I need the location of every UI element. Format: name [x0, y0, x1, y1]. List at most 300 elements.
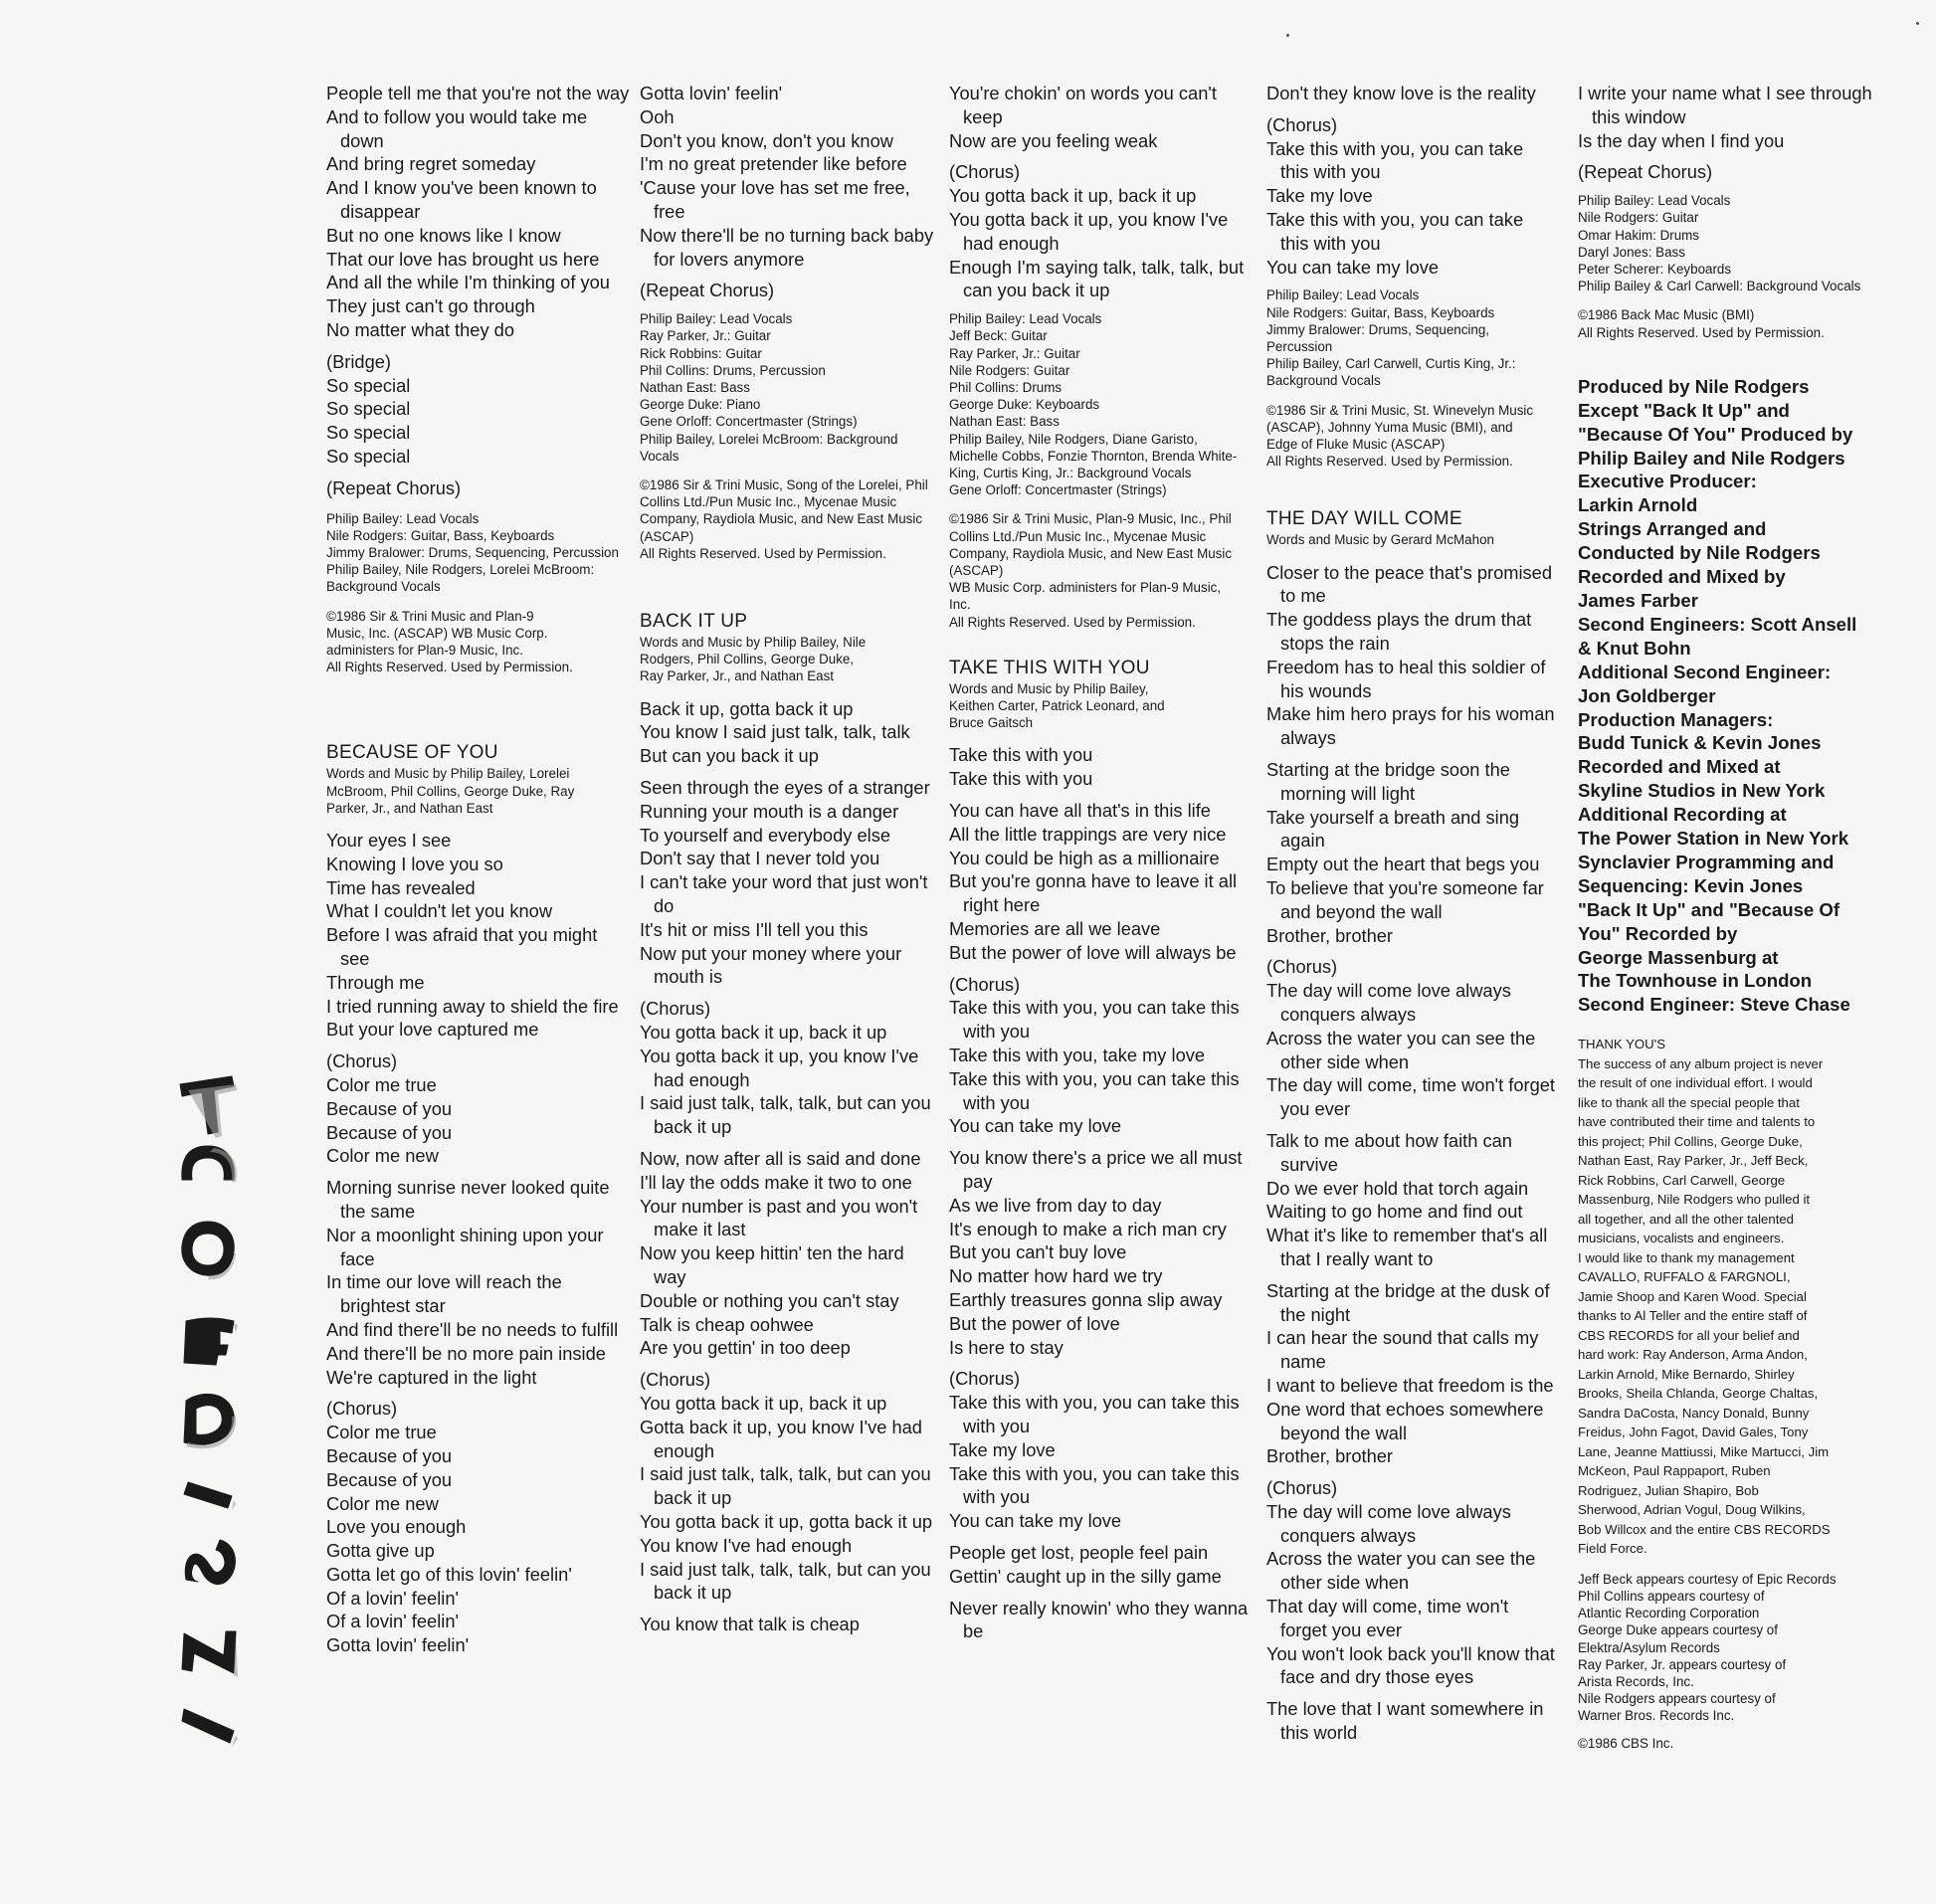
text-line: It's enough to make a rich man cry: [949, 1218, 1227, 1239]
text-line: Memories are all we leave: [949, 918, 1161, 940]
text-line: Daryl Jones: Bass: [1578, 244, 1685, 260]
text-line: Your number is past and you won't make it last: [640, 1195, 918, 1240]
bridge-label: [326, 350, 630, 374]
text-line: But your love captured me: [326, 1019, 539, 1041]
column-3: [949, 82, 1250, 1651]
repeat-chorus: (Repeat Chorus): [640, 280, 775, 301]
text-line: It's hit or miss I'll tell you this: [640, 918, 869, 940]
text-line: Now, now after all is said and done: [640, 1147, 921, 1169]
dust-speck: [1916, 22, 1919, 25]
text-line: Gettin' caught up in the silly game: [949, 1565, 1222, 1587]
repeat-chorus: (Repeat Chorus): [326, 476, 462, 498]
text-line: You gotta back it up, back it up: [640, 1021, 887, 1043]
lyric-stanza: [1266, 1697, 1555, 1745]
text-line: Jeff Beck: Guitar: [949, 328, 1048, 344]
text-line: Gotta back it up, you know I've had enough: [640, 1416, 922, 1461]
text-line: All Rights Reserved. Used by Permission.: [1266, 454, 1513, 470]
text-line: Recorded and Mixed at: [1578, 756, 1781, 778]
text-line: (Chorus): [949, 1368, 1021, 1390]
text-line: ©1986 Sir & Trini Music, St. Winevelyn Music (ASCAP), Johnny Yuma Music (BMI), and Edge of Fluke Music (ASCAP): [1266, 402, 1534, 452]
text-line: Philip Bailey: Lead Vocals: [949, 311, 1102, 327]
lyric-stanza: [1266, 1279, 1555, 1468]
text-line: Don't they know love is the reality: [1266, 83, 1536, 103]
lyric-stanza: [949, 1541, 1250, 1589]
text-line: Before I was afraid that you might see: [326, 924, 598, 969]
text-line: Take this with you: [949, 768, 1093, 790]
text-line: Elektra/Asylum Records: [1578, 1639, 1720, 1655]
text-line: Empty out the heart that begs you: [1266, 854, 1540, 875]
text-line: All Rights Reserved. Used by Permission.: [326, 660, 573, 675]
lyric-stanza: [1266, 1129, 1555, 1271]
lyric-stanza: [1266, 955, 1555, 1121]
column-5: [1578, 82, 1876, 1764]
credits-list: [640, 310, 898, 465]
text-line: All Rights Reserved. Used by Permission.: [1578, 324, 1825, 340]
copyright-notice: [326, 608, 575, 676]
text-line: So special: [326, 398, 411, 420]
text-line: The day will come love always conquers always: [1266, 980, 1511, 1025]
text-line: Because of you: [326, 1444, 453, 1466]
text-line: Production Managers:: [1578, 708, 1774, 730]
text-line: Except "Back It Up" and: [1578, 399, 1790, 421]
lyric-stanza: [1266, 82, 1555, 105]
text-line: Is the day when I find you: [1578, 129, 1785, 151]
text-line: Field Force.: [1578, 1541, 1647, 1557]
text-line: Nile Rodgers appears courtesy of: [1578, 1691, 1776, 1707]
text-line: Philip Bailey: Lead Vocals: [640, 311, 793, 327]
text-line: & Knut Bohn: [1578, 637, 1691, 659]
text-line: I'm no great pretender like before: [640, 153, 907, 175]
lyric-stanza: [1266, 561, 1555, 750]
text-line: Strings Arranged and: [1578, 518, 1767, 540]
text-line: The goddess plays the drum that stops the rain: [1266, 609, 1532, 654]
text-line: All Rights Reserved. Used by Permission.: [640, 545, 886, 561]
text-line: But can you back it up: [640, 745, 819, 767]
text-line: Nile Rodgers: Guitar, Bass, Keyboards: [1266, 304, 1495, 320]
text-line: Jeff Beck appears courtesy of Epic Records: [1578, 1571, 1837, 1587]
text-line: To believe that you're someone far and beyond the wall: [1266, 876, 1544, 922]
text-line: Additional Recording at: [1578, 804, 1787, 826]
lyric-stanza: [949, 82, 1250, 152]
text-line: Take this with you, take my love: [949, 1045, 1206, 1065]
text-line: Additional Second Engineer:: [1578, 661, 1832, 682]
text-line: (Chorus): [949, 973, 1021, 995]
text-line: musicians, vocalists and engineers.: [1578, 1231, 1785, 1246]
credits-list: [1578, 192, 1866, 294]
text-line: Nor a moonlight shining upon your face: [326, 1224, 604, 1269]
text-line: Philip Bailey and Nile Rodgers: [1578, 447, 1845, 469]
text-line: Jon Goldberger: [1578, 684, 1716, 706]
text-line: You gotta back it up, you know I've had enough: [640, 1045, 919, 1090]
text-line: Ray Parker, Jr.: Guitar: [640, 328, 771, 344]
courtesy-notes: [1578, 1571, 1876, 1725]
text-line: Gotta lovin' feelin': [326, 1634, 470, 1656]
song-writers: Words and Music by Philip Bailey, Keithen Carter, Patrick Leonard, and Bruce Gaitsch: [949, 680, 1165, 731]
text-line: Jamie Shoop and Karen Wood. Special: [1578, 1288, 1807, 1304]
text-line: We're captured in the light: [326, 1366, 537, 1388]
lyric-stanza: [326, 1049, 630, 1168]
stanza-label: (Bridge): [326, 350, 392, 372]
lyric-stanza: [949, 973, 1250, 1139]
text-line: Phil Collins appears courtesy of: [1578, 1588, 1765, 1604]
text-line: That day will come, time won't forget you ever: [1266, 1596, 1509, 1640]
copyright-notice: [1578, 306, 1866, 340]
text-line: Take this with you, you can take this with you: [1266, 137, 1524, 183]
text-line: Omar Hakim: Drums: [1578, 227, 1700, 243]
text-line: And find there'll be no needs to fulfill: [326, 1318, 619, 1340]
text-line: The Power Station in New York: [1578, 828, 1849, 850]
copyright-notice: [949, 510, 1240, 630]
text-line: You know I said just talk, talk, talk: [640, 721, 910, 743]
text-line: But no one knows like I know: [326, 224, 561, 246]
text-line: like to thank all the special people that: [1578, 1094, 1800, 1110]
text-line: What it's like to remember that's all that I really want to: [1266, 1225, 1548, 1269]
text-line: But the power of love: [949, 1312, 1120, 1334]
inside-out-logo: [174, 1072, 244, 1809]
thanks-heading: THANK YOU'S: [1578, 1037, 1666, 1052]
column-2: [640, 82, 938, 1644]
text-line: Synclavier Programming and: [1578, 851, 1835, 872]
text-line: I said just talk, talk, talk, but can you back it up: [640, 1463, 931, 1509]
lyric-stanza: [326, 1397, 630, 1657]
text-line: (Chorus): [1266, 113, 1338, 135]
text-line: Ooh: [640, 105, 675, 127]
text-line: Waiting to go home and find out: [1266, 1201, 1523, 1223]
text-line: George Massenburg at: [1578, 946, 1779, 968]
text-line: And bring regret someday: [326, 153, 536, 175]
text-line: Produced by Nile Rodgers: [1578, 375, 1810, 397]
text-line: Nile Rodgers: Guitar: [1578, 210, 1699, 226]
text-line: Take this with you, you can take this with you: [1266, 208, 1524, 254]
text-line: All Rights Reserved. Used by Permission.: [949, 614, 1196, 630]
text-line: Atlantic Recording Corporation: [1578, 1606, 1760, 1621]
text-line: Rick Robbins: Guitar: [640, 345, 762, 361]
column-1: [326, 82, 630, 1665]
repeat-chorus: (Repeat Chorus): [1578, 161, 1713, 183]
text-line: One word that echoes somewhere beyond the wall: [1266, 1398, 1544, 1443]
text-line: Phil Collins: Drums, Percussion: [640, 362, 826, 378]
lyric-stanza: [1266, 1476, 1555, 1689]
text-line: I want to believe that freedom is the: [1266, 1374, 1554, 1396]
text-line: Color me true: [326, 1073, 437, 1095]
text-line: Philip Bailey: Lead Vocals: [326, 510, 480, 526]
song-title: BECAUSE OF YOU: [326, 742, 498, 764]
text-line: Executive Producer:: [1578, 471, 1757, 492]
text-line: Ray Parker, Jr.: Guitar: [949, 345, 1080, 361]
text-line: Do we ever hold that torch again: [1266, 1177, 1529, 1199]
lyric-stanza: [949, 160, 1250, 302]
column-4: [1266, 82, 1555, 1753]
text-line: You know there's a price we all must pay: [949, 1147, 1243, 1192]
text-line: So special: [326, 374, 411, 396]
text-line: Running your mouth is a danger: [640, 800, 899, 822]
text-line: You could be high as a millionaire: [949, 847, 1220, 868]
text-line: You won't look back you'll know that face and dry those eyes: [1266, 1642, 1555, 1688]
text-line: Peter Scherer: Keyboards: [1578, 262, 1732, 277]
text-line: thanks to Al Teller and the entire staff of: [1578, 1308, 1808, 1324]
text-line: Now there'll be no turning back baby for lovers anymore: [640, 224, 934, 270]
text-line: Brother, brother: [1266, 1445, 1394, 1467]
copyright-notice: [640, 476, 928, 562]
text-line: Across the water you can see the other side when: [1266, 1548, 1536, 1594]
text-line: Take my love: [949, 1438, 1056, 1460]
text-line: "Because Of You" Produced by: [1578, 423, 1853, 445]
text-line: Larkin Arnold, Mike Bernardo, Shirley: [1578, 1366, 1795, 1382]
text-line: Freedom has to heal this soldier of his wounds: [1266, 656, 1546, 701]
text-line: Philip Bailey, Nile Rodgers, Diane Garisto, Michelle Cobbs, Fonzie Thornton, Brenda White-King, Curtis King, Jr.: Background Vocals: [949, 431, 1238, 480]
text-line: Take this with you: [949, 744, 1093, 766]
production-credits: [1578, 375, 1876, 1017]
text-line: Gene Orloff: Concertmaster (Strings): [949, 482, 1167, 498]
text-line: this project; Phil Collins, George Duke,: [1578, 1133, 1803, 1149]
text-line: Rodriguez, Julian Shapiro, Bob: [1578, 1482, 1759, 1498]
text-line: (Chorus): [326, 1398, 398, 1420]
text-line: Through me: [326, 971, 425, 993]
text-line: Skyline Studios in New York: [1578, 780, 1826, 802]
text-line: (Chorus): [949, 161, 1021, 183]
text-line: I said just talk, talk, talk, but can you back it up: [640, 1092, 931, 1138]
lyric-stanza: [1266, 113, 1555, 280]
text-line: Back it up, gotta back it up: [640, 697, 854, 719]
text-line: The day will come, time won't forget you ever: [1266, 1074, 1556, 1120]
text-line: Ray Parker, Jr. appears courtesy of: [1578, 1656, 1787, 1672]
text-line: ©1986 Back Mac Music (BMI): [1578, 307, 1755, 323]
text-line: Closer to the peace that's promised to me: [1266, 561, 1553, 607]
text-line: (Chorus): [1266, 956, 1338, 978]
text-line: I said just talk, talk, talk, but can you back it up: [640, 1558, 931, 1604]
text-line: I'll lay the odds make it two to one: [640, 1171, 912, 1193]
text-line: Recorded and Mixed by: [1578, 566, 1786, 588]
text-line: Double or nothing you can't stay: [640, 1289, 899, 1311]
text-line: You know I've had enough: [640, 1534, 853, 1556]
text-line: Massenburg, Nile Rodgers who pulled it: [1578, 1192, 1811, 1208]
lyric-stanza: [1578, 82, 1876, 152]
text-line: The day will come love always conquers always: [1266, 1500, 1511, 1546]
text-line: Earthly treasures gonna slip away: [949, 1288, 1223, 1310]
text-line: Jimmy Bralower: Drums, Sequencing, Percussion: [326, 544, 619, 560]
text-line: Enough I'm saying talk, talk, talk, but can you back it up: [949, 256, 1245, 301]
text-line: (Chorus): [1266, 1477, 1338, 1499]
text-line: Starting at the bridge at the dusk of the night: [1266, 1279, 1550, 1325]
text-line: You" Recorded by: [1578, 922, 1738, 944]
text-line: Rick Robbins, Carl Carwell, George: [1578, 1172, 1786, 1188]
text-line: The love that I want somewhere in this world: [1266, 1698, 1544, 1744]
text-line: Take this with you, you can take this with you: [949, 1067, 1240, 1113]
text-line: I can't take your word that just won't do: [640, 871, 928, 916]
text-line: Now are you feeling weak: [949, 129, 1158, 151]
text-line: McKeon, Paul Rappaport, Ruben: [1578, 1463, 1771, 1479]
text-line: Nile Rodgers: Guitar: [949, 362, 1070, 378]
text-line: Philip Bailey, Nile Rodgers, Lorelei McBroom: Background Vocals: [326, 562, 595, 595]
lyric-stanza: [326, 829, 630, 1042]
lyric-stanza: [326, 1176, 630, 1389]
text-line: ©1986 Sir & Trini Music, Plan-9 Music, Inc., Phil Collins Ltd./Pun Music Inc., Mycenae Music Company, Raydiola Music, and New East Music (ASCAP): [949, 511, 1233, 579]
text-line: Are you gettin' in too deep: [640, 1337, 851, 1359]
text-line: Talk to me about how faith can survive: [1266, 1129, 1512, 1175]
text-line: Sandra DaCosta, Nancy Donald, Bunny: [1578, 1405, 1810, 1421]
text-line: Warner Bros. Records Inc.: [1578, 1708, 1735, 1724]
text-line: Seen through the eyes of a stranger: [640, 777, 930, 799]
text-line: Starting at the bridge soon the morning will light: [1266, 758, 1510, 804]
song-title: TAKE THIS WITH YOU: [949, 657, 1150, 678]
text-line: Arista Records, Inc.: [1578, 1674, 1694, 1689]
text-line: Your eyes I see: [326, 829, 452, 851]
text-line: Now you keep hittin' ten the hard way: [640, 1242, 904, 1287]
text-line: Because of you: [326, 1468, 453, 1490]
text-line: Love you enough: [326, 1516, 467, 1538]
text-line: You gotta back it up, gotta back it up: [640, 1510, 933, 1532]
text-line: And all the while I'm thinking of you: [326, 272, 610, 293]
text-line: Because of you: [326, 1097, 453, 1119]
text-line: You can take my love: [1266, 256, 1440, 278]
text-line: Take this with you, you can take this with you: [949, 997, 1240, 1043]
text-line: Nile Rodgers: Guitar, Bass, Keyboards: [326, 527, 555, 543]
text-line: Talk is cheap oohwee: [640, 1313, 814, 1335]
text-line: You gotta back it up, you know I've had enough: [949, 208, 1229, 254]
text-line: Across the water you can see the other side when: [1266, 1027, 1536, 1072]
lyric-stanza: [640, 1613, 938, 1636]
lyric-stanza: [949, 1146, 1250, 1359]
text-line: WB Music Corp. administers for Plan-9 Music, Inc.: [949, 580, 1222, 613]
text-line: Don't say that I never told you: [640, 848, 880, 869]
text-line: Second Engineers: Scott Ansell: [1578, 613, 1857, 635]
text-line: Take this with you, you can take this with you: [949, 1392, 1240, 1436]
text-line: The success of any album project is never: [1578, 1055, 1824, 1071]
text-line: People tell me that you're not the way: [326, 83, 630, 103]
text-line: Philip Bailey: Lead Vocals: [1266, 287, 1420, 303]
text-line: George Duke appears courtesy of: [1578, 1622, 1778, 1638]
song-title: THE DAY WILL COME: [1266, 508, 1462, 530]
text-line: Philip Bailey, Carl Carwell, Curtis King, Jr.: Background Vocals: [1266, 356, 1516, 389]
text-line: Phil Collins: Drums: [949, 379, 1063, 395]
text-line: Sequencing: Kevin Jones: [1578, 874, 1804, 896]
text-line: Of a lovin' feelin': [326, 1611, 459, 1632]
text-line: Gotta give up: [326, 1540, 435, 1562]
dust-speck: [1286, 34, 1289, 37]
lyric-stanza: [640, 1368, 938, 1605]
text-line: To yourself and everybody else: [640, 824, 891, 846]
text-line: Gotta lovin' feelin': [640, 83, 783, 103]
text-line: And to follow you would take me down: [326, 105, 588, 151]
text-line: (Chorus): [640, 998, 711, 1020]
text-line: hard work: Ray Anderson, Arma Andon,: [1578, 1347, 1808, 1363]
text-line: Lane, Jeanne Mattiussi, Mike Martucci, Jim: [1578, 1443, 1830, 1459]
lyric-stanza: [640, 697, 938, 768]
text-line: Budd Tunick & Kevin Jones: [1578, 732, 1822, 754]
text-line: That our love has brought us here: [326, 248, 600, 270]
song-writers: Words and Music by Philip Bailey, Nile Rodgers, Phil Collins, George Duke, Ray Parker, Jr., and Nathan East: [640, 635, 867, 684]
credits-list: [1266, 286, 1547, 389]
text-line: Brooks, Sheila Chlanda, George Chaltas,: [1578, 1386, 1819, 1402]
text-line: No matter how hard we try: [949, 1265, 1163, 1287]
text-line: Jimmy Bralower: Drums, Sequencing, Percussion: [1266, 321, 1489, 354]
text-line: Nathan East, Ray Parker, Jr., Jeff Beck,: [1578, 1153, 1809, 1169]
text-line: Take my love: [1266, 185, 1373, 207]
text-line: Philip Bailey & Carl Carwell: Background Vocals: [1578, 279, 1861, 294]
text-line: You can take my love: [949, 1115, 1122, 1137]
text-line: As we live from day to day: [949, 1194, 1162, 1216]
text-line: They just can't go through: [326, 295, 535, 317]
text-line: You know that talk is cheap: [640, 1614, 860, 1635]
text-line: The Townhouse in London: [1578, 970, 1813, 992]
text-line: CAVALLO, RUFFALO & FARGNOLI,: [1578, 1269, 1791, 1285]
text-line: Morning sunrise never looked quite the same: [326, 1177, 610, 1222]
copyright-notice: [1266, 402, 1547, 471]
text-line: Nathan East: Bass: [640, 379, 750, 395]
text-line: Take yourself a breath and sing again: [1266, 806, 1520, 852]
text-line: Larkin Arnold: [1578, 494, 1698, 516]
text-line: No matter what they do: [326, 318, 514, 340]
text-line: What I couldn't let you know: [326, 900, 553, 922]
final-copyright: ©1986 CBS Inc.: [1578, 1735, 1674, 1751]
song-writers: Words and Music by Gerard McMahon: [1266, 532, 1494, 548]
text-line: You're chokin' on words you can't keep: [949, 83, 1217, 127]
text-line: I can hear the sound that calls my name: [1266, 1327, 1539, 1373]
text-line: Make him hero prays for his woman always: [1266, 703, 1555, 749]
text-line: I would like to thank my management: [1578, 1249, 1795, 1265]
lyric-stanza: [326, 374, 630, 469]
text-line: But you can't buy love: [949, 1241, 1127, 1263]
text-line: Color me new: [326, 1492, 439, 1514]
text-line: Of a lovin' feelin': [326, 1587, 459, 1609]
text-line: Now put your money where your mouth is: [640, 942, 902, 988]
text-line: Knowing I love you so: [326, 853, 503, 874]
lyric-stanza: [326, 82, 630, 342]
text-line: I write your name what I see through this window: [1578, 83, 1872, 127]
text-line: So special: [326, 445, 411, 467]
text-line: ©1986 Sir & Trini Music and Plan-9 Music, Inc. (ASCAP) WB Music Corp. administers for Plan-9 Music, Inc.: [326, 608, 548, 658]
text-line: So special: [326, 422, 411, 444]
text-line: In time our love will reach the brightest star: [326, 1271, 562, 1317]
text-line: the result of one individual effort. I would: [1578, 1075, 1813, 1091]
text-line: Nathan East: Bass: [949, 414, 1060, 430]
text-line: I tried running away to shield the fire: [326, 995, 619, 1017]
lyric-stanza: [949, 1367, 1250, 1533]
text-line: You gotta back it up, back it up: [640, 1392, 887, 1414]
text-line: CBS RECORDS for all your belief and: [1578, 1327, 1800, 1343]
text-line: Bob Willcox and the entire CBS RECORDS: [1578, 1521, 1831, 1537]
text-line: George Duke: Piano: [640, 397, 761, 413]
text-line: Because of you: [326, 1121, 453, 1143]
text-line: George Duke: Keyboards: [949, 397, 1100, 413]
text-line: Second Engineer: Steve Chase: [1578, 994, 1850, 1016]
text-line: (Chorus): [326, 1050, 398, 1072]
text-line: Color me new: [326, 1145, 439, 1167]
text-line: And I know you've been known to disappear: [326, 177, 597, 222]
lyric-stanza: [640, 82, 938, 271]
text-line: All the little trappings are very nice: [949, 823, 1227, 845]
lyric-stanza: [1266, 758, 1555, 947]
text-line: Gene Orloff: Concertmaster (Strings): [640, 414, 858, 430]
text-line: And there'll be no more pain inside: [326, 1342, 606, 1364]
text-line: Don't you know, don't you know: [640, 129, 893, 151]
text-line: James Farber: [1578, 589, 1698, 611]
lyric-stanza: [640, 997, 938, 1139]
text-line: Color me true: [326, 1422, 437, 1443]
song-writers: Words and Music by Philip Bailey, Lorelei McBroom, Phil Collins, George Duke, Ray Parker, Jr., and Nathan East: [326, 766, 575, 816]
text-line: (Chorus): [640, 1369, 711, 1391]
lyric-stanza: [949, 743, 1250, 791]
lyric-stanza: [949, 1597, 1250, 1644]
text-line: Take this with you, you can take this with you: [949, 1462, 1240, 1508]
text-line: You gotta back it up, back it up: [949, 185, 1197, 207]
thanks-text: [1578, 1054, 1876, 1559]
text-line: But the power of love will always be: [949, 941, 1237, 963]
text-line: Freidus, John Fagot, David Gales, Tony: [1578, 1425, 1809, 1440]
text-line: have contributed their time and talents to: [1578, 1114, 1816, 1130]
text-line: all together, and all the other talented: [1578, 1211, 1795, 1227]
text-line: Sherwood, Adrian Vogul, Doug Wilkins,: [1578, 1502, 1806, 1518]
